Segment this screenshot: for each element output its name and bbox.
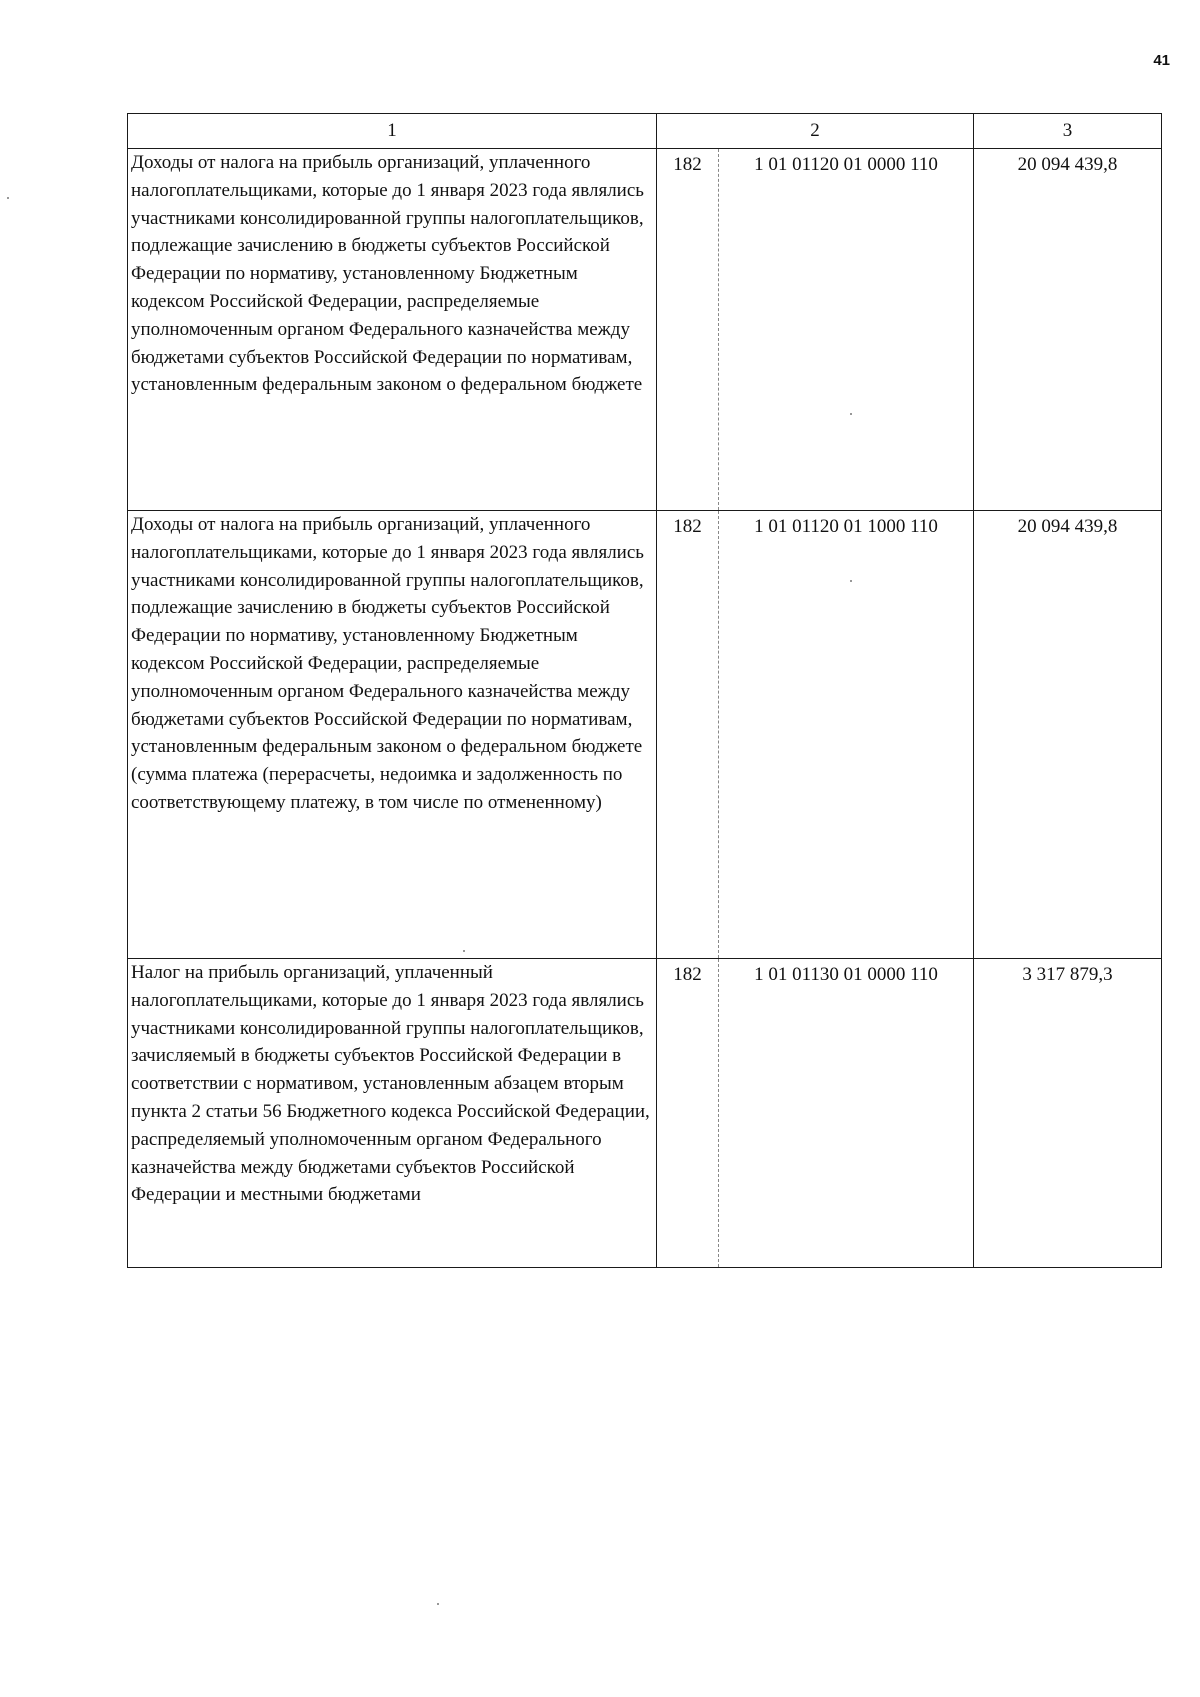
row-description: Доходы от налога на прибыль организаций, уплаченного налогоплательщиками, которые до 1 января 2023 года являлись участниками консолидированной группы налогоплательщиков, подлежащие зачислению в бюджеты субъектов Российской Федерации по нормативу, установленному Бюджетным кодексом Российской Федерации, распределяемые уполномоченным органом Федерального казначейства между бюджетами субъектов Российской Федерации по нормативам, установленным федеральным законом о федеральном бюджете [128, 149, 657, 511]
header-col-3: 3 [974, 114, 1162, 149]
scan-speck [850, 413, 852, 415]
row-amount: 3 317 879,3 [974, 959, 1162, 1268]
row-amount: 20 094 439,8 [974, 149, 1162, 511]
scan-speck [463, 950, 465, 952]
row-description: Доходы от налога на прибыль организаций, уплаченного налогоплательщиками, которые до 1 января 2023 года являлись участниками консолидированной группы налогоплательщиков, подлежащие зачислению в бюджеты субъектов Российской Федерации по нормативу, установленному Бюджетным кодексом Российской Федерации, распределяемые уполномоченным органом Федерального казначейства между бюджетами субъектов Российской Федерации по нормативам, установленным федеральным законом о федеральном бюджете (сумма платежа (перерасчеты, недоимка и задолженность по соответствующему платежу, в том числе по отмененному) [128, 511, 657, 959]
row-admin-code: 182 [657, 149, 719, 511]
scan-speck [437, 1603, 439, 1605]
header-col-1: 1 [128, 114, 657, 149]
header-col-2: 2 [657, 114, 974, 149]
row-admin-code: 182 [657, 511, 719, 959]
revenue-table [127, 113, 1162, 1268]
table-row [128, 149, 1162, 511]
table-row [128, 511, 1162, 959]
scan-speck [7, 197, 9, 199]
scan-speck [850, 580, 852, 582]
page-number: 41 [1153, 52, 1170, 69]
row-budget-code: 1 01 01120 01 0000 110 [719, 149, 974, 511]
row-description: Налог на прибыль организаций, уплаченный налогоплательщиками, которые до 1 января 2023 года являлись участниками консолидированной группы налогоплательщиков, зачисляемый в бюджеты субъектов Российской Федерации в соответствии с нормативом, установленным абзацем вторым пункта 2 статьи 56 Бюджетного кодекса Российской Федерации, распределяемый уполномоченным органом Федерального казначейства между бюджетами субъектов Российской Федерации и местными бюджетами [128, 959, 657, 1268]
row-amount: 20 094 439,8 [974, 511, 1162, 959]
table-row [128, 959, 1162, 1268]
row-admin-code: 182 [657, 959, 719, 1268]
row-budget-code: 1 01 01130 01 0000 110 [719, 959, 974, 1268]
table-header-row [128, 114, 1162, 149]
row-budget-code: 1 01 01120 01 1000 110 [719, 511, 974, 959]
